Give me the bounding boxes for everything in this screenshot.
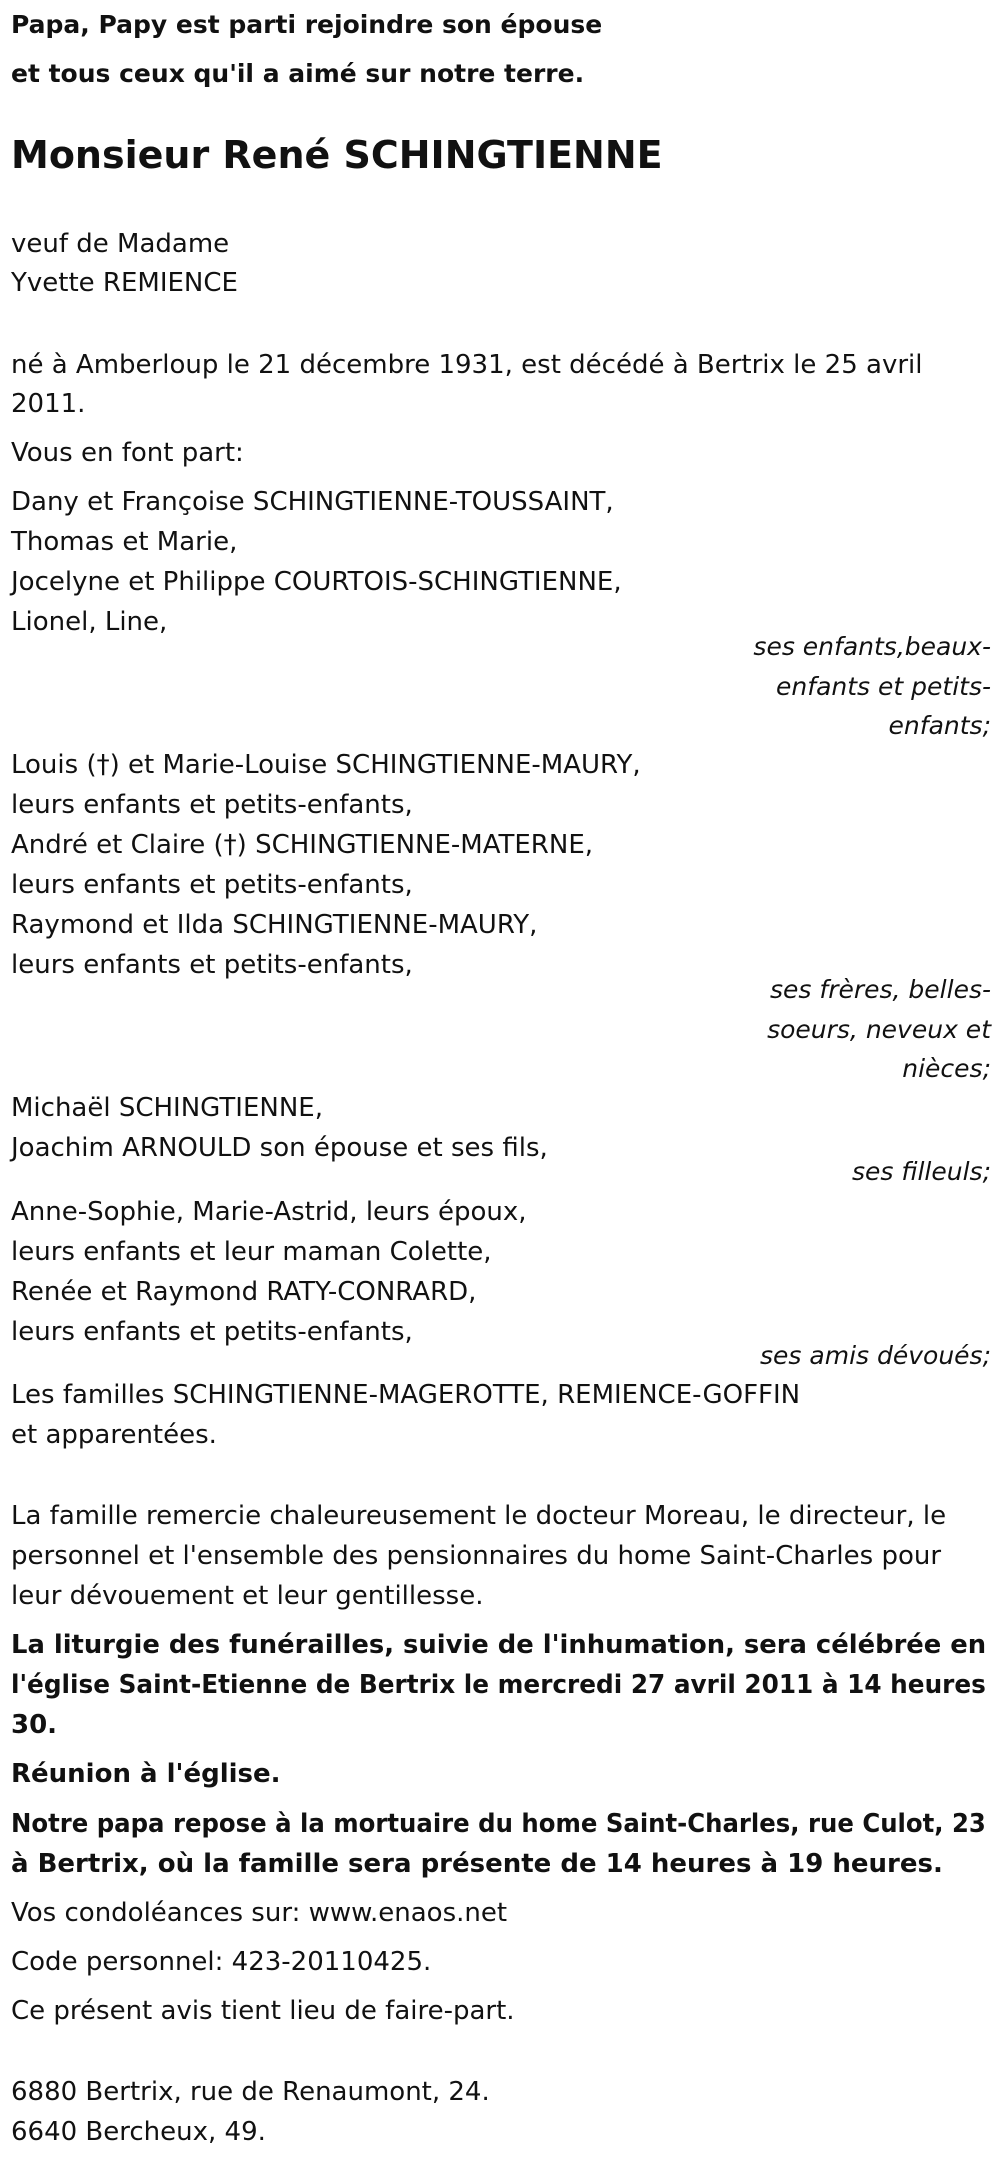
deceased-name: Monsieur René SCHINGTIENNE [11, 133, 663, 177]
siblings-line: Louis (†) et Marie-Louise SCHINGTIENNE-MAURY, [11, 750, 641, 780]
friends-line: Anne-Sophie, Marie-Astrid, leurs époux, [11, 1197, 527, 1227]
condolences-line: Vos condoléances sur: www.enaos.net [11, 1898, 508, 1928]
siblings-line: leurs enfants et petits-enfants, [11, 790, 413, 820]
personal-code: Code personnel: 423-20110425. [11, 1947, 432, 1977]
children-relation: enfants et petits- [776, 672, 991, 701]
godchildren-line: Michaël SCHINGTIENNE, [11, 1093, 323, 1123]
siblings-line: Raymond et Ilda SCHINGTIENNE-MAURY, [11, 910, 538, 940]
siblings-line: leurs enfants et petits-enfants, [11, 870, 413, 900]
friends-relation: ses amis dévoués; [760, 1341, 991, 1370]
thanks-line: La famille remercie chaleureusement le docteur Moreau, le directeur, le [11, 1501, 947, 1531]
meeting-line: Réunion à l'église. [11, 1759, 281, 1789]
siblings-relation: ses frères, belles- [770, 975, 991, 1004]
widower-line: Yvette REMIENCE [11, 268, 238, 298]
siblings-relation: nièces; [902, 1054, 991, 1083]
friends-line: leurs enfants et petits-enfants, [11, 1317, 413, 1347]
children-line: Dany et Françoise SCHINGTIENNE-TOUSSAINT, [11, 487, 614, 517]
friends-line: Renée et Raymond RATY-CONRARD, [11, 1277, 477, 1307]
liturgy-line: La liturgie des funérailles, suivie de l'inhumation, sera célébrée en [11, 1630, 987, 1660]
rest-line: à Bertrix, où la famille sera présente de 14 heures à 19 heures. [11, 1849, 943, 1879]
children-relation: ses enfants,beaux- [753, 632, 991, 661]
intro-line: Papa, Papy est parti rejoindre son épouse [11, 10, 603, 39]
address-line: 6880 Bertrix, rue de Renaumont, 24. [11, 2077, 490, 2107]
godchildren-line: Joachim ARNOULD son épouse et ses fils, [11, 1133, 548, 1163]
thanks-line: personnel et l'ensemble des pensionnaires du home Saint-Charles pour [11, 1541, 942, 1571]
children-line: Lionel, Line, [11, 607, 168, 637]
siblings-line: leurs enfants et petits-enfants, [11, 950, 413, 980]
families-line: Les familles SCHINGTIENNE-MAGEROTTE, REMIENCE-GOFFIN [11, 1380, 801, 1410]
notice-line: Ce présent avis tient lieu de faire-part. [11, 1996, 515, 2026]
children-relation: enfants; [888, 711, 991, 740]
thanks-line: leur dévouement et leur gentillesse. [11, 1581, 484, 1611]
birth-death-line: né à Amberloup le 21 décembre 1931, est décédé à Bertrix le 25 avril [11, 350, 923, 380]
obituary-notice [11, 0, 991, 2165]
announce-line: Vous en font part: [11, 438, 244, 468]
godchildren-relation: ses filleuls; [851, 1157, 991, 1186]
liturgy-line: 30. [11, 1710, 58, 1740]
address-line: 6640 Bercheux, 49. [11, 2117, 266, 2147]
siblings-relation: soeurs, neveux et [767, 1015, 991, 1044]
children-line: Jocelyne et Philippe COURTOIS-SCHINGTIENNE, [11, 567, 622, 597]
intro-line: et tous ceux qu'il a aimé sur notre terre. [11, 59, 585, 88]
children-line: Thomas et Marie, [11, 527, 238, 557]
rest-line: Notre papa repose à la mortuaire du home Saint-Charles, rue Culot, 23 [11, 1809, 986, 1839]
birth-death-line: 2011. [11, 389, 86, 419]
widower-line: veuf de Madame [11, 229, 230, 259]
siblings-line: André et Claire (†) SCHINGTIENNE-MATERNE, [11, 830, 594, 860]
friends-line: leurs enfants et leur maman Colette, [11, 1237, 492, 1267]
families-line: et apparentées. [11, 1420, 217, 1450]
liturgy-line: l'église Saint-Etienne de Bertrix le mercredi 27 avril 2011 à 14 heures [11, 1670, 986, 1700]
